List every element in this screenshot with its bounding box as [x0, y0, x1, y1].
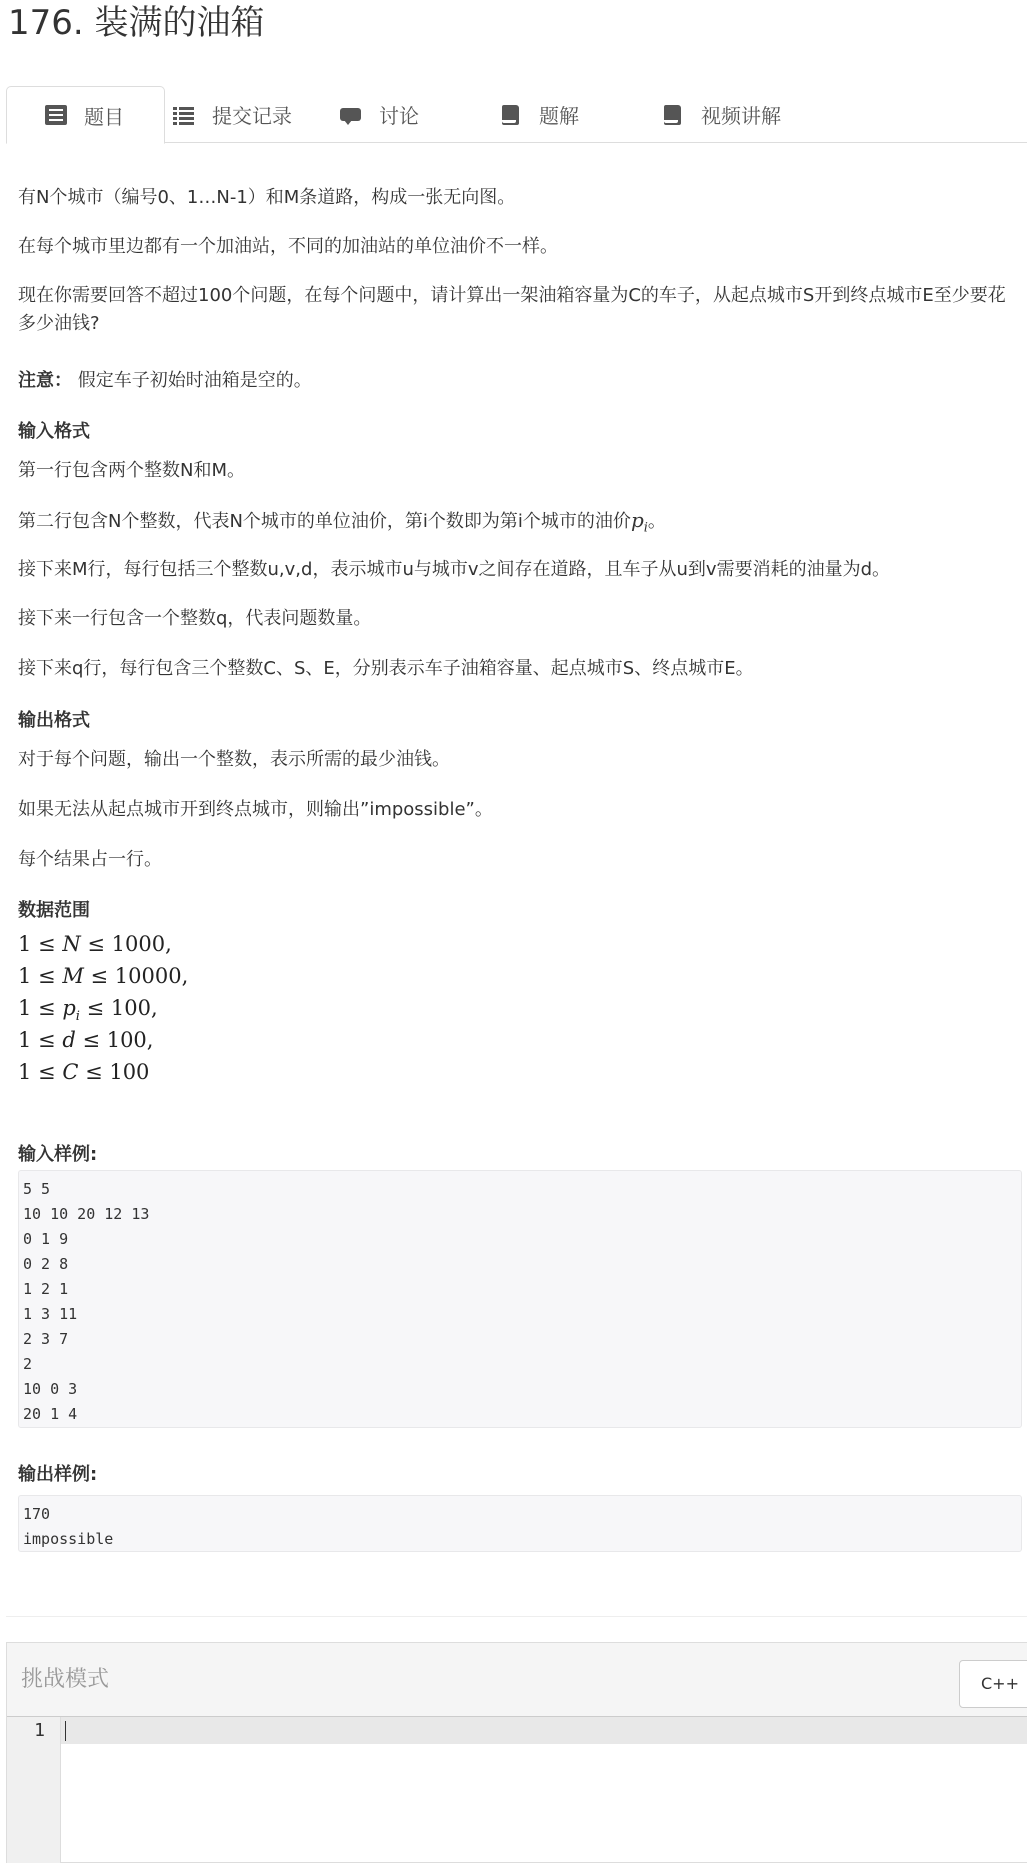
- tab-problem[interactable]: [6, 86, 165, 144]
- range-post: ≤ 1000,: [80, 932, 172, 956]
- math-sub: i: [643, 520, 648, 536]
- range-post: ≤ 100: [78, 1060, 150, 1084]
- sample-output-heading: 输出样例:: [18, 1464, 98, 1485]
- punct: 。: [647, 511, 666, 532]
- divider: [6, 1616, 1027, 1617]
- tab-discussion[interactable]: [340, 86, 419, 143]
- problem-tabs: [6, 86, 1027, 143]
- tab-label: 题目: [84, 104, 124, 129]
- range-post: ≤ 10000,: [83, 964, 189, 988]
- range-sub: i: [75, 1009, 80, 1025]
- tab-video[interactable]: [662, 86, 781, 143]
- book-icon: [45, 105, 67, 125]
- output-format-line: 如果无法从起点城市开到终点城市，则输出”impossible”。: [18, 799, 493, 820]
- code-editor-panel: [6, 1642, 1027, 1863]
- range-var: d: [62, 1028, 76, 1052]
- range-item: [18, 960, 188, 992]
- range-post: ≤ 100,: [75, 1028, 154, 1052]
- range-item: [18, 1056, 149, 1088]
- description-paragraph: 有N个城市（编号0、1…N-1）和M条道路，构成一张无向图。: [18, 187, 516, 208]
- range-post: ≤ 100,: [79, 996, 158, 1020]
- challenge-mode-label: 挑战模式: [21, 1667, 110, 1692]
- note-text: 假定车子初始时油箱是空的。: [77, 370, 312, 391]
- output-format-heading: 输出格式: [18, 710, 90, 731]
- range-var: M: [62, 964, 84, 988]
- range-var: N: [62, 932, 81, 956]
- input-format-line: 接下来一行包含一个整数q，代表问题数量。: [18, 608, 372, 629]
- list-icon: [173, 105, 195, 125]
- range-item: [18, 1024, 153, 1056]
- input-format-line: 接下来M行，每行包括三个整数u,v,d，表示城市u与城市v之间存在道路，且车子从u到v需要消耗的油量为d。: [18, 559, 891, 580]
- language-select[interactable]: C++: [959, 1660, 1027, 1708]
- range-item: [18, 928, 172, 960]
- note-label: 注意：: [18, 370, 72, 391]
- description-paragraph: 在每个城市里边都有一个加油站，不同的加油站的单位油价不一样。: [18, 236, 558, 257]
- tab-label: 讨论: [379, 104, 419, 128]
- sample-input-heading: 输入样例:: [18, 1144, 98, 1165]
- book-icon: [662, 105, 684, 125]
- range-pre: 1 ≤: [18, 996, 63, 1020]
- tab-label: 视频讲解: [701, 104, 781, 128]
- description-paragraph: 现在你需要回答不超过100个问题，在每个问题中，请计算出一架油箱容量为C的车子，从起点城市S开到终点城市E至少要花多少油钱?: [18, 285, 1006, 334]
- data-range-heading: 数据范围: [18, 900, 90, 921]
- tab-submissions[interactable]: [173, 86, 292, 143]
- range-pre: 1 ≤: [18, 1028, 63, 1052]
- editor-header: [7, 1643, 1027, 1717]
- range-var: C: [62, 1060, 79, 1084]
- note: [18, 367, 312, 395]
- comment-icon: [340, 105, 362, 125]
- code-editor-input[interactable]: [63, 1717, 1027, 1863]
- input-format-line-text: 第二行包含N个整数，代表N个城市的单位油价，第i个数即为第i个城市的油价: [18, 511, 631, 532]
- sample-input-code: 5 5 10 10 20 12 13 0 1 9 0 2 8 1 2 1 1 3 11 2 3 7 2 10 0 3 20 1 4: [18, 1170, 1022, 1428]
- sample-output-code: 170 impossible: [18, 1495, 1022, 1552]
- tab-label: 提交记录: [212, 104, 292, 128]
- math-var: p: [630, 508, 644, 532]
- tab-solutions[interactable]: [500, 86, 579, 143]
- output-format-line: 每个结果占一行。: [18, 849, 162, 870]
- text-cursor: [65, 1721, 66, 1741]
- input-format-line: 接下来q行，每行包含三个整数C、S、E，分别表示车子油箱容量、起点城市S、终点城市E。: [18, 658, 754, 679]
- range-pre: 1 ≤: [18, 1060, 63, 1084]
- input-format-line: [18, 506, 666, 543]
- book-icon: [500, 105, 522, 125]
- line-number: 1: [34, 1720, 45, 1741]
- range-var: p: [62, 996, 76, 1020]
- range-pre: 1 ≤: [18, 964, 63, 988]
- range-pre: 1 ≤: [18, 932, 63, 956]
- input-format-line: 第一行包含两个整数N和M。: [18, 460, 245, 481]
- page-title: 176. 装满的油箱: [8, 3, 265, 43]
- tab-label: 题解: [539, 104, 579, 128]
- input-format-heading: 输入格式: [18, 421, 90, 442]
- output-format-line: 对于每个问题，输出一个整数，表示所需的最少油钱。: [18, 749, 450, 770]
